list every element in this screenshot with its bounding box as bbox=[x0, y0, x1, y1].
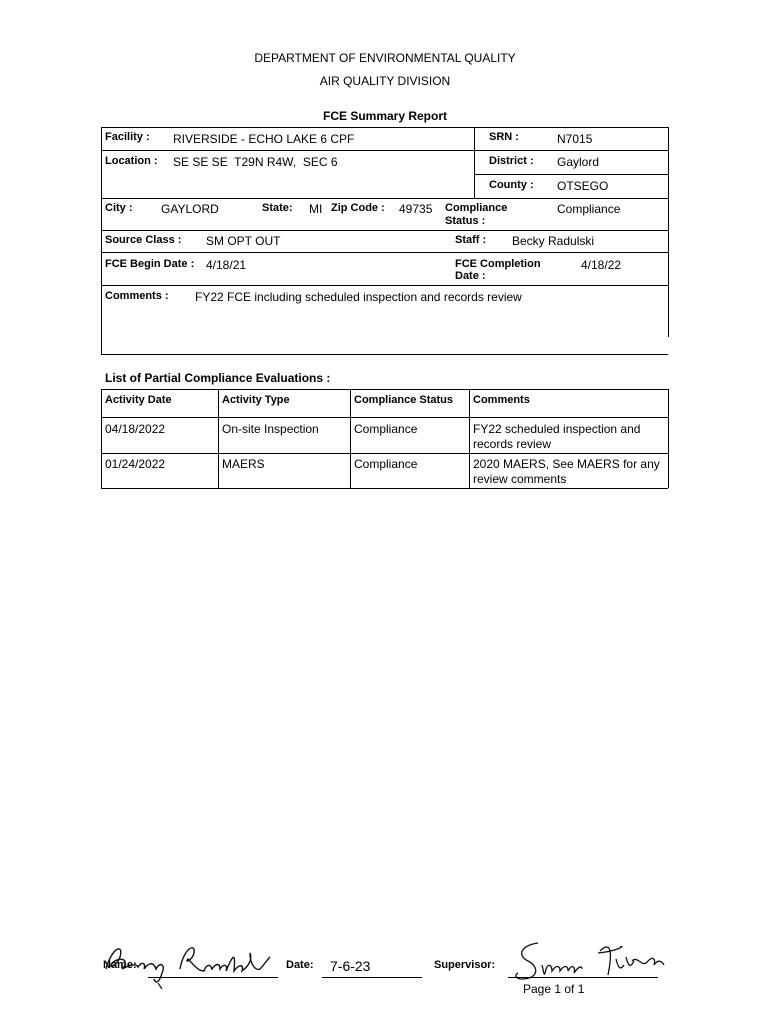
report-title: FCE Summary Report bbox=[322, 109, 448, 123]
staff-value: Becky Radulski bbox=[512, 234, 595, 248]
department-heading: DEPARTMENT OF ENVIRONMENTAL QUALITY bbox=[254, 51, 516, 65]
pce-cell-comments: 2020 MAERS, See MAERS for any review comments bbox=[473, 457, 660, 486]
county-label: County : bbox=[489, 179, 534, 191]
pce-col-compliance-status: Compliance Status bbox=[354, 394, 454, 406]
pce-cell-status: Compliance bbox=[354, 422, 418, 436]
compliance-status-label: Compliance bbox=[445, 202, 508, 214]
srn-value: N7015 bbox=[557, 132, 593, 146]
pce-col-activity-type: Activity Type bbox=[222, 394, 290, 406]
name-signature bbox=[100, 935, 280, 990]
district-value: Gaylord bbox=[557, 155, 600, 169]
compliance-status-label-line2: Status : bbox=[445, 215, 486, 227]
fce-begin-label: FCE Begin Date : bbox=[105, 258, 195, 270]
fce-completion-label: FCE Completion bbox=[455, 258, 541, 270]
pce-cell-date: 01/24/2022 bbox=[105, 457, 166, 471]
source-class-value: SM OPT OUT bbox=[206, 234, 281, 248]
state-value: MI bbox=[309, 202, 323, 216]
comments-value: FY22 FCE including scheduled inspection and records review bbox=[195, 290, 522, 304]
pce-col-activity-date: Activity Date bbox=[105, 394, 172, 406]
fce-completion-value: 4/18/22 bbox=[581, 258, 622, 272]
page-number: Page 1 of 1 bbox=[523, 982, 585, 996]
city-value: GAYLORD bbox=[161, 202, 219, 216]
comments-label: Comments : bbox=[105, 290, 169, 302]
facility-value: RIVERSIDE - ECHO LAKE 6 CPF bbox=[173, 132, 355, 146]
pce-cell-status: Compliance bbox=[354, 457, 418, 471]
pce-cell-type: On-site Inspection bbox=[222, 422, 319, 436]
pce-cell-comments: FY22 scheduled inspection and records review bbox=[473, 422, 641, 451]
name-label: Name: bbox=[103, 959, 137, 971]
pce-cell-date: 04/18/2022 bbox=[105, 422, 166, 436]
source-class-label: Source Class : bbox=[105, 234, 182, 246]
staff-label: Staff : bbox=[455, 234, 487, 246]
zip-value: 49735 bbox=[399, 202, 433, 216]
srn-label: SRN : bbox=[489, 131, 519, 143]
city-label: City : bbox=[105, 202, 133, 214]
facility-label: Facility : bbox=[105, 131, 150, 143]
compliance-status-value: Compliance bbox=[557, 202, 621, 216]
fce-completion-label-line2: Date : bbox=[455, 270, 486, 282]
location-label: Location : bbox=[105, 155, 158, 167]
date-label: Date: bbox=[286, 959, 314, 971]
fce-begin-value: 4/18/21 bbox=[206, 258, 247, 272]
location-value: SE SE SE T29N R4W, SEC 6 bbox=[173, 155, 338, 169]
county-value: OTSEGO bbox=[557, 179, 609, 193]
pce-cell-type: MAERS bbox=[222, 457, 265, 471]
date-value: 7-6-23 bbox=[330, 958, 371, 974]
division-heading: AIR QUALITY DIVISION bbox=[319, 74, 451, 88]
district-label: District : bbox=[489, 155, 534, 167]
state-label: State: bbox=[262, 202, 293, 214]
supervisor-label: Supervisor: bbox=[434, 959, 496, 971]
zip-label: Zip Code : bbox=[331, 202, 385, 214]
pce-col-comments: Comments bbox=[473, 394, 530, 406]
pce-title: List of Partial Compliance Evaluations : bbox=[105, 371, 331, 385]
